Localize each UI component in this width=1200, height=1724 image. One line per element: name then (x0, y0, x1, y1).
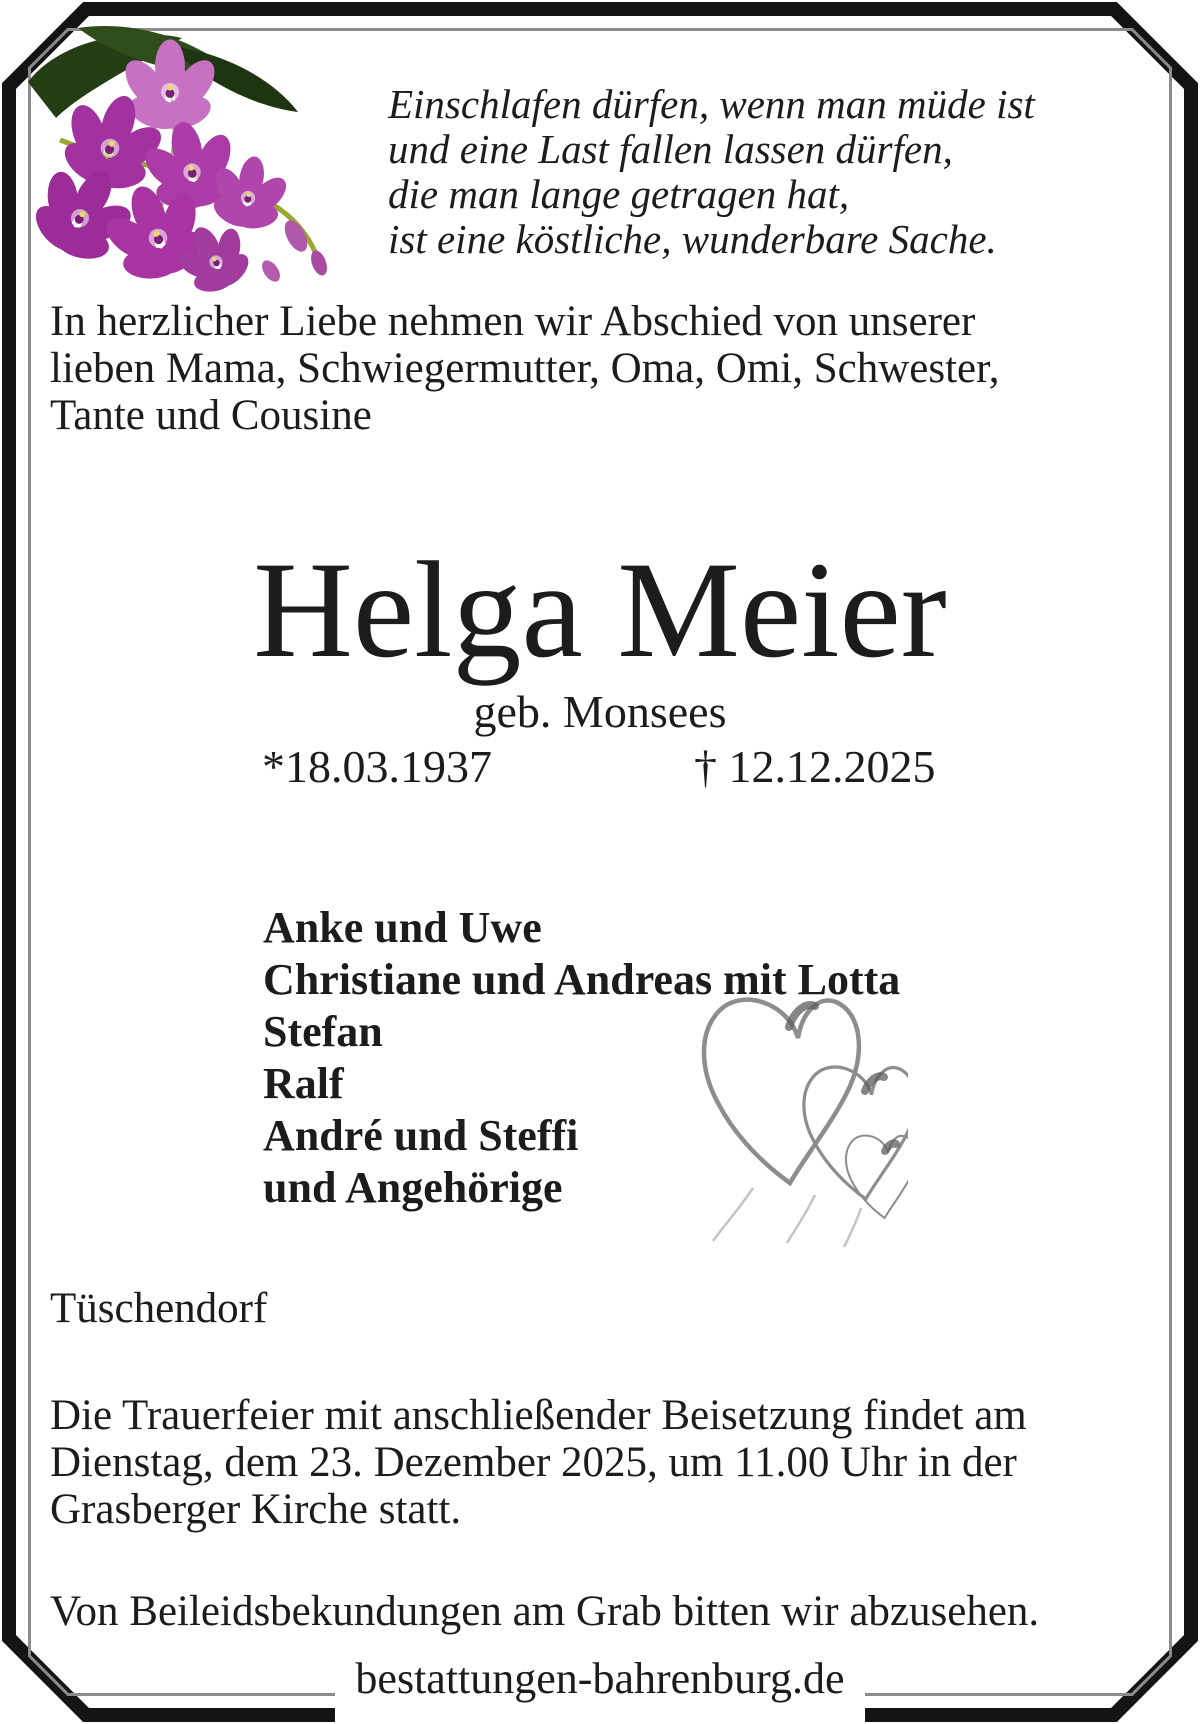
mourner-line: und Angehörige (263, 1163, 563, 1212)
funeral-line: Grasberger Kirche statt. (50, 1486, 462, 1533)
mourner-line: Christiane und Andreas mit Lotta (263, 955, 901, 1004)
mourners-list (263, 902, 900, 1214)
place-name: Tüschendorf (50, 1285, 268, 1332)
verse-line: und eine Last fallen lassen dürfen, (388, 126, 953, 172)
intro-line: In herzlicher Liebe nehmen wir Abschied von unserer (50, 298, 976, 345)
death-date: † 12.12.2025 (694, 741, 936, 792)
intro-line: lieben Mama, Schwiegermutter, Oma, Omi, Schwester, (50, 345, 1000, 392)
funeral-home-url: bestattungen-bahrenburg.de (355, 1654, 845, 1703)
orchid-flowers-image (20, 20, 335, 295)
maiden-name: geb. Monsees (473, 686, 727, 737)
verse-line: ist eine köstliche, wunderbare Sache. (388, 216, 997, 262)
verse-line: Einschlafen dürfen, wenn man müde ist (388, 81, 1035, 127)
mourner-line: Anke und Uwe (263, 903, 542, 952)
verse-line: die man lange getragen hat, (388, 171, 850, 217)
mourner-line: Ralf (263, 1059, 344, 1108)
birth-date: *18.03.1937 (262, 741, 492, 792)
condolence-note: Von Beileidsbekundungen am Grab bitten wir abzusehen. (50, 1588, 1040, 1635)
farewell-intro (50, 298, 999, 439)
funeral-line: Dienstag, dem 23. Dezember 2025, um 11.00 Uhr in der (50, 1439, 1017, 1486)
mourner-line: Stefan (263, 1007, 383, 1056)
funeral-info (50, 1392, 1027, 1533)
mourner-line: André und Steffi (263, 1111, 579, 1160)
funeral-line: Die Trauerfeier mit anschließender Beisetzung findet am (50, 1392, 1027, 1439)
intro-line: Tante und Cousine (50, 392, 372, 439)
deceased-name: Helga Meier (253, 533, 947, 686)
memorial-verse (388, 82, 1035, 262)
